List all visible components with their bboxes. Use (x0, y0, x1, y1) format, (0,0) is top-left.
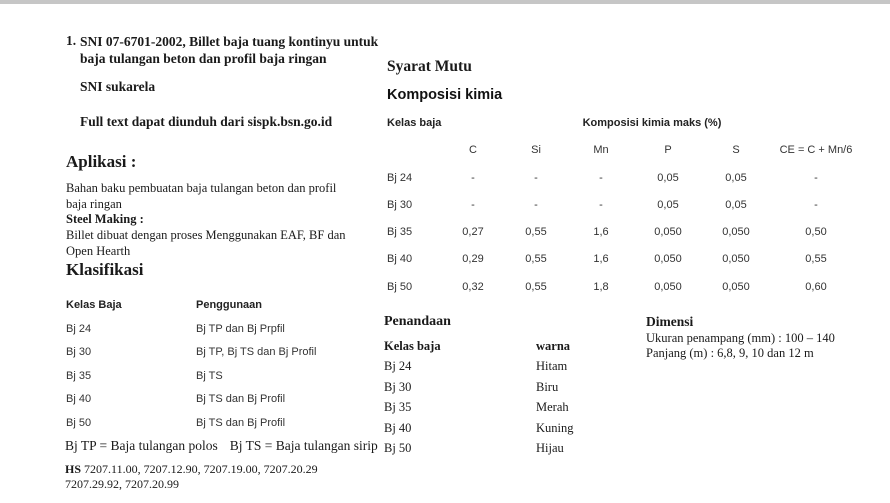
table-cell: Bj TP dan Bj Prpfil (196, 322, 285, 335)
table-cell: Bj 50 (66, 416, 92, 429)
column-header-s: S (732, 144, 740, 157)
row-label: Bj 50 (387, 280, 413, 293)
row-label: Bj 30 (387, 198, 413, 211)
column-header: Kelas Baja (66, 299, 122, 311)
table-cell: Bj 35 (384, 400, 412, 415)
column-header-c: C (469, 144, 477, 157)
dimensi-heading: Dimensi (646, 314, 694, 329)
penandaan-table (384, 339, 656, 461)
dimensi-ukuran: Ukuran penampang (mm) : 100 – 140 (646, 331, 835, 345)
table-cell: - (599, 171, 603, 184)
table-cell: 1,6 (593, 226, 609, 239)
column-header-p: P (664, 144, 672, 157)
column-header: Kelas baja (384, 339, 441, 353)
table-cell: 0,27 (462, 226, 484, 239)
table-cell: Biru (536, 379, 559, 394)
table-cell: 0,050 (722, 280, 750, 293)
column-header-maks: Komposisi kimia maks (%) (582, 117, 722, 129)
table-cell: Bj 40 (384, 420, 412, 435)
table-cell: Hijau (536, 440, 564, 455)
column-header: warna (536, 339, 571, 353)
dimensi-panjang: Panjang (m) : 6,8, 9, 10 dan 12 m (646, 346, 814, 360)
table-cell: 0,29 (462, 253, 484, 266)
table-cell: Kuning (536, 420, 574, 435)
table-cell: 0,05 (657, 198, 679, 211)
hs-codes-line1: 7207.11.00, 7207.12.90, 7207.19.00, 7207.20.29 (81, 462, 318, 476)
table-cell: Bj TS dan Bj Profil (196, 393, 286, 405)
table-cell: 0,050 (654, 226, 682, 239)
steel-making-heading: Steel Making : (66, 212, 144, 226)
table-cell: Bj 40 (66, 393, 92, 405)
table-cell: Bj TP, Bj TS dan Bj Profil (196, 346, 317, 358)
syarat-mutu-heading: Syarat Mutu (387, 58, 472, 75)
table-cell: 0,05 (725, 171, 747, 184)
table-cell: 0,55 (805, 253, 827, 266)
table-cell: 0,050 (654, 253, 682, 266)
footnote-bjts: Bj TS = Baja tulangan sirip (229, 438, 378, 453)
column-header-mn: Mn (593, 144, 609, 157)
table-cell: 1,8 (593, 280, 609, 293)
hs-label: HS (65, 462, 82, 476)
hs-codes-line2: 7207.29.92, 7207.20.99 (65, 476, 179, 491)
table-cell: 0,60 (805, 280, 827, 293)
table-cell: 1,6 (593, 253, 609, 266)
table-cell: Bj TS (196, 369, 223, 382)
table-cell: Bj 30 (66, 346, 92, 358)
table-cell: Bj 35 (66, 369, 92, 382)
fulltext-note: Full text dapat diunduh dari sispk.bsn.go.id (80, 114, 333, 129)
table-cell: Bj TS dan Bj Profil (196, 416, 286, 429)
klasifikasi-heading: Klasifikasi (66, 260, 144, 279)
column-header-kelas: Kelas baja (387, 117, 442, 129)
aplikasi-body: Bahan baku pembuatan baja tulangan beton dan profil baja ringan (66, 181, 337, 211)
table-cell: Bj 24 (66, 322, 92, 335)
table-cell: 0,05 (657, 171, 679, 184)
top-gray-bar (0, 0, 890, 4)
table-cell: - (534, 198, 538, 211)
table-cell: - (814, 198, 818, 211)
klasifikasi-table (66, 299, 376, 440)
table-cell: Merah (536, 400, 569, 415)
table-cell: 0,050 (722, 226, 750, 239)
table-cell: - (599, 198, 603, 211)
table-cell: Bj 30 (384, 379, 412, 394)
table-cell: 0,55 (525, 226, 547, 239)
dimensi-details (646, 331, 876, 361)
row-label: Bj 35 (387, 226, 413, 239)
table-cell: Bj 24 (384, 359, 412, 374)
komposisi-kimia-table (387, 117, 862, 308)
table-cell: 0,50 (805, 226, 827, 239)
table-cell: - (471, 171, 475, 184)
column-header-si: Si (531, 144, 541, 157)
penandaan-heading: Penandaan (384, 314, 451, 329)
standard-item (66, 33, 384, 67)
standard-title: SNI 07-6701-2002, Billet baja tuang kontinyu untuk baja tulangan beton dan profil baja ringan (80, 34, 379, 66)
table-cell: - (814, 171, 818, 184)
table-cell: Hitam (536, 359, 568, 374)
table-cell: 0,05 (725, 198, 747, 211)
steel-making-body: Billet dibuat dengan proses Menggunakan EAF, BF dan Open Hearth (66, 228, 346, 258)
komposisi-kimia-heading: Komposisi kimia (387, 87, 503, 103)
column-header: Penggunaan (196, 299, 263, 311)
column-header-ce: CE = C + Mn/6 (779, 144, 853, 157)
aplikasi-heading: Aplikasi : (66, 152, 137, 171)
item-number: 1. (66, 33, 77, 48)
abbreviation-footnotes (65, 438, 378, 454)
table-cell: 0,050 (722, 253, 750, 266)
table-cell: 0,32 (462, 280, 484, 293)
table-cell: - (471, 198, 475, 211)
sni-status-text: SNI sukarela (80, 79, 156, 94)
table-cell: 0,55 (525, 280, 547, 293)
table-cell: - (534, 171, 538, 184)
row-label: Bj 24 (387, 171, 413, 184)
table-cell: 0,050 (654, 280, 682, 293)
hs-codes (65, 462, 365, 491)
footnote-bjtp: Bj TP = Baja tulangan polos (65, 438, 218, 453)
table-cell: 0,55 (525, 253, 547, 266)
row-label: Bj 40 (387, 253, 413, 266)
table-cell: Bj 50 (384, 440, 412, 455)
